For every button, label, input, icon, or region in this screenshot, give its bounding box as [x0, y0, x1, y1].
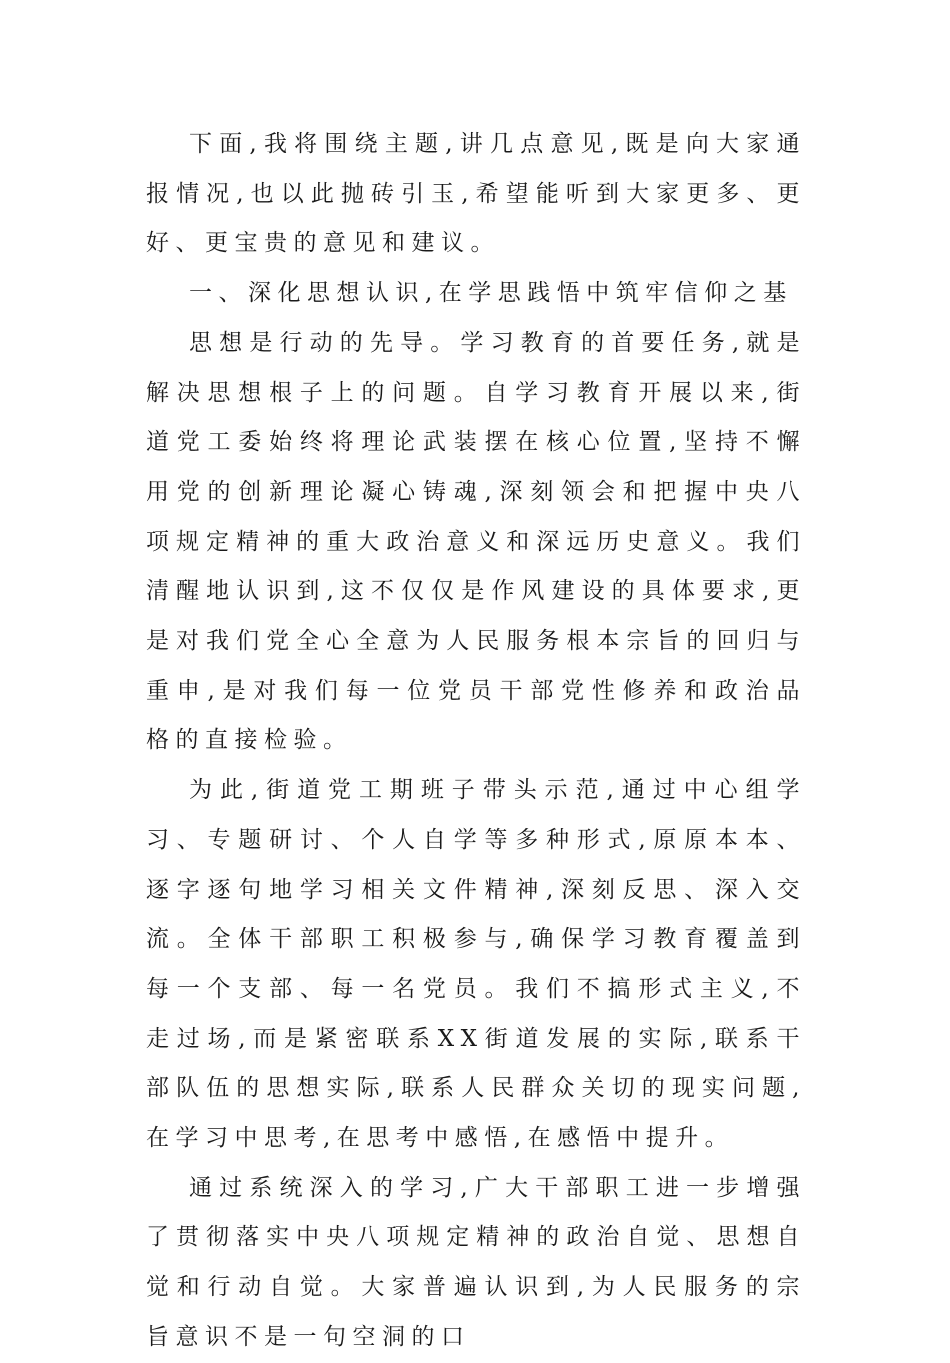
document-page: [146, 120, 806, 1363]
paragraph-study-methods: 为此,街道党工期班子带头示范,通过中心组学习、专题研讨、个人自学等多种形式,原原本本、逐字逐句地学习相关文件精神,深刻反思、深入交流。全体干部职工积极参与,确保学习教育覆盖到每一个支部、每一名党员。我们不搞形式主义,不走过场,而是紧密联系XX街道发展的实际,联系干部队伍的思想实际,联系人民群众关切的现实问题,在学习中思考,在思考中感悟,在感悟中提升。: [146, 777, 806, 1152]
paragraph-intro: 下面,我将围绕主题,讲几点意见,既是向大家通报情况,也以此抛砖引玉,希望能听到大家更多、更好、更宝贵的意见和建议。: [146, 131, 806, 257]
paragraph-thought-guidance: 思想是行动的先导。学习教育的首要任务,就是解决思想根子上的问题。自学习教育开展以来,街道党工委始终将理论武装摆在核心位置,坚持不懈用党的创新理论凝心铸魂,深刻领会和把握中央八项规定精神的重大政治意义和深远历史意义。我们清醒地认识到,这不仅仅是作风建设的具体要求,更是对我们党全心全意为人民服务根本宗旨的回归与重申,是对我们每一位党员干部党性修养和政治品格的直接检验。: [146, 329, 806, 754]
section-heading-1: 一、深化思想认识,在学思践悟中筑牢信仰之基: [189, 280, 793, 307]
paragraph-study-results: 通过系统深入的学习,广大干部职工进一步增强了贯彻落实中央八项规定精神的政治自觉、思想自觉和行动自觉。大家普遍认识到,为人民服务的宗旨意识不是一句空洞的口: [146, 1174, 806, 1350]
